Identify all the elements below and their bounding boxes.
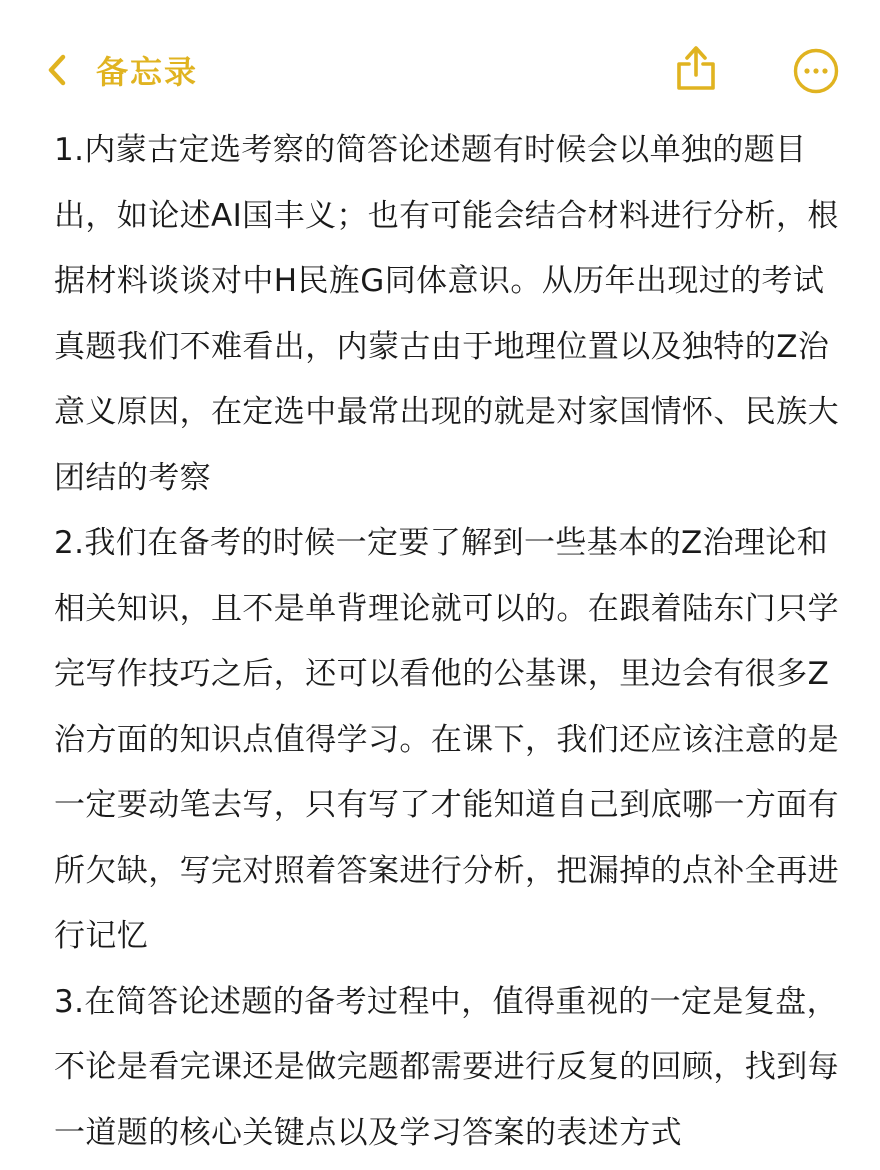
more-button[interactable] bbox=[793, 48, 839, 94]
note-paragraph-1: 1.内蒙古定选考察的简答论述题有时候会以单独的题目出，如论述AI国丰义；也有可能会结合材料进行分析，根据材料谈谈对中H民旌G同体意识。从历年出现过的考试真题我们不难看出，内蒙古由于地理位置以及独特的Z治意义原因，在定选中最常出现的就是对家国情怀、民族大团结的考察 bbox=[54, 132, 839, 496]
share-button[interactable] bbox=[672, 42, 720, 94]
navigation-bar bbox=[0, 0, 880, 130]
chevron-left-icon bbox=[46, 44, 80, 96]
back-label: 备忘录 bbox=[96, 53, 199, 91]
more-icon bbox=[793, 48, 839, 94]
note-paragraph-2: 2.我们在备考的时候一定要了解到一些基本的Z治理论和相关知识，且不是单背理论就可以的。在跟着陆东门只学完写作技巧之后，还可以看他的公基课，里边会有很多Z治方面的知识点值得学习。在课下，我们还应该注意的是一定要动笔去写，只有写了才能知道自己到底哪一方面有所欠缺，写完对照着答案进行分析，把漏掉的点补全再进行记忆 bbox=[54, 525, 839, 954]
share-icon bbox=[672, 42, 720, 94]
back-button[interactable] bbox=[46, 44, 198, 96]
note-paragraph-3: 3.在简答论述题的备考过程中，值得重视的一定是复盘，不论是看完课还是做完题都需要进行反复的回顾，找到每一道题的核心关键点以及学习答案的表述方式 bbox=[54, 983, 839, 1151]
note-body[interactable] bbox=[54, 118, 854, 1166]
